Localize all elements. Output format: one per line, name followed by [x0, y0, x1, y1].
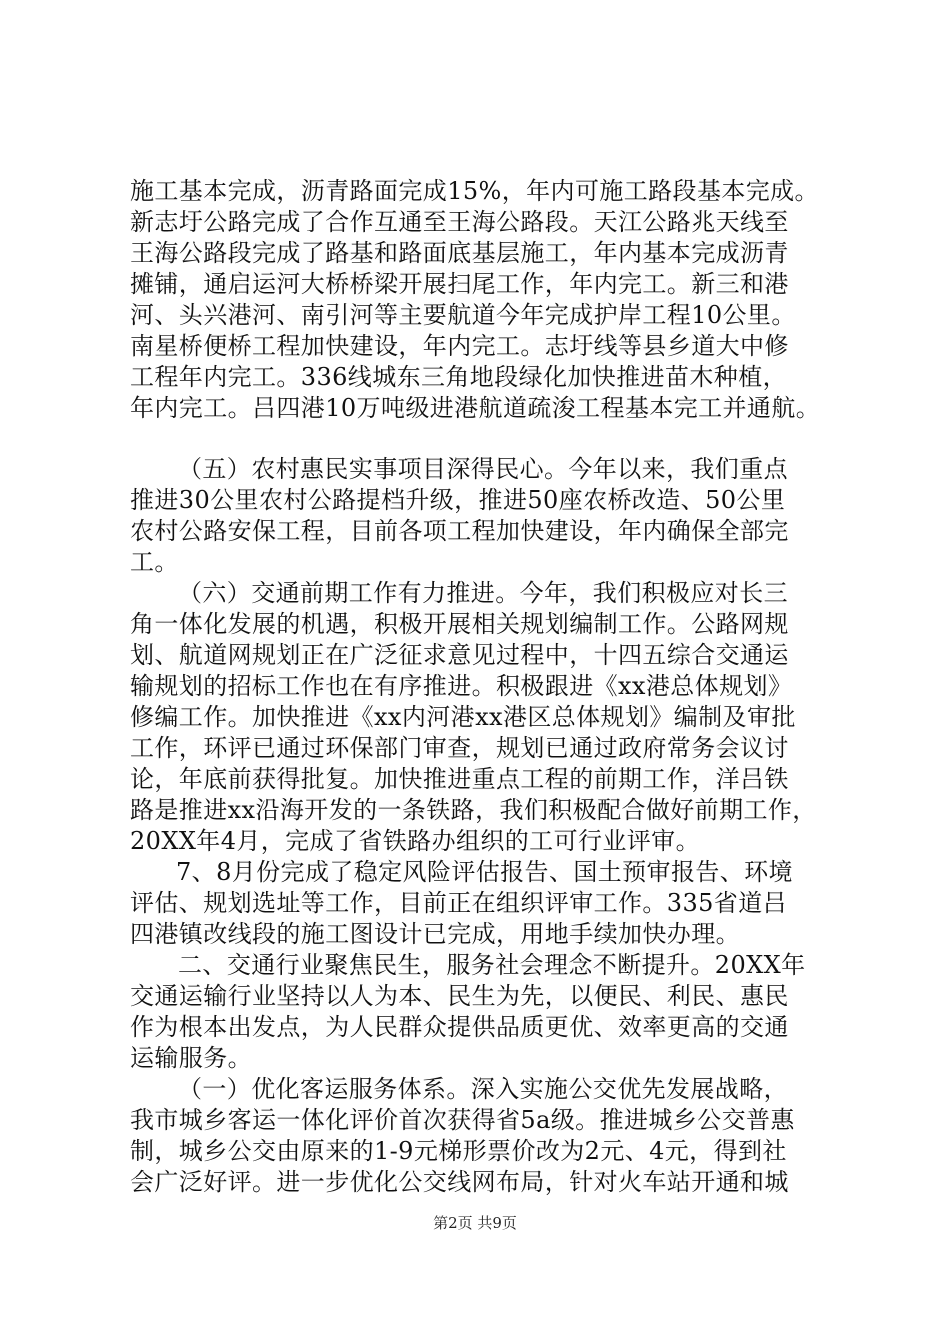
- text-line: 工作，环评已通过环保部门审查，规划已通过政府常务会议讨: [130, 734, 789, 762]
- text-line: 会广泛好评。进一步优化公交线网布局，针对火车站开通和城: [130, 1168, 789, 1196]
- text-line: 四港镇改线段的施工图设计已完成，用地手续加快办理。: [130, 920, 740, 948]
- text-line: 王海公路段完成了路基和路面底基层施工，年内基本完成沥青: [130, 239, 789, 267]
- text-line: 推进30公里农村公路提档升级，推进50座农桥改造、50公里: [130, 486, 786, 514]
- text-line: （五）农村惠民实事项目深得民心。今年以来，我们重点: [178, 455, 788, 483]
- text-line: 河、头兴港河、南引河等主要航道今年完成护岸工程10公里。: [130, 301, 796, 329]
- text-line: 划、航道网规划正在广泛征求意见过程中，十四五综合交通运: [130, 641, 789, 669]
- text-line: （一）优化客运服务体系。深入实施公交优先发展战略，: [178, 1075, 788, 1103]
- text-line: 我市城乡客运一体化评价首次获得省5a级。推进城乡公交普惠: [130, 1106, 795, 1134]
- text-line: 论，年底前获得批复。加快推进重点工程的前期工作，洋吕铁: [130, 765, 789, 793]
- text-line: 角一体化发展的机遇，积极开展相关规划编制工作。公路网规: [130, 610, 789, 638]
- text-line: 农村公路安保工程，目前各项工程加快建设，年内确保全部完: [130, 517, 789, 545]
- text-line: 南星桥便桥工程加快建设，年内完工。志圩线等县乡道大中修: [130, 332, 789, 360]
- text-line: 输规划的招标工作也在有序推进。积极跟进《xx港总体规划》: [130, 672, 793, 700]
- text-line: 年内完工。吕四港10万吨级进港航道疏浚工程基本完工并通航。: [130, 394, 821, 422]
- text-line: 二、交通行业聚焦民生，服务社会理念不断提升。20XX年: [178, 951, 806, 979]
- text-line: 路是推进xx沿海开发的一条铁路，我们积极配合做好前期工作，: [130, 796, 817, 824]
- text-line: 20XX年4月，完成了省铁路办组织的工可行业评审。: [130, 827, 700, 855]
- paragraph-road-progress: [130, 176, 850, 424]
- text-line: 交通运输行业坚持以人为本、民生为先，以便民、利民、惠民: [130, 982, 789, 1010]
- text-line: 运输服务。: [130, 1044, 252, 1072]
- text-line: 评估、规划选址等工作，目前正在组织评审工作。335省道吕: [130, 889, 788, 917]
- text-line: 施工基本完成，沥青路面完成15%，年内可施工路段基本完成。: [130, 177, 819, 205]
- paragraph-sections: [130, 454, 850, 1198]
- text-line: 摊铺，通启运河大桥桥梁开展扫尾工作，年内完工。新三和港: [130, 270, 789, 298]
- text-line: 制，城乡公交由原来的1-9元梯形票价改为2元、4元，得到社: [130, 1137, 787, 1165]
- text-line: 作为根本出发点，为人民群众提供品质更优、效率更高的交通: [130, 1013, 789, 1041]
- page-footer: 第2页 共9页: [433, 1214, 517, 1232]
- text-line: 修编工作。加快推进《xx内河港xx港区总体规划》编制及审批: [130, 703, 796, 731]
- text-line: 工程年内完工。336线城东三角地段绿化加快推进苗木种植，: [130, 363, 788, 391]
- text-line: （六）交通前期工作有力推进。今年，我们积极应对长三: [178, 579, 788, 607]
- text-line: 新志圩公路完成了合作互通至王海公路段。天江公路兆天线至: [130, 208, 789, 236]
- text-line: 7、8月份完成了稳定风险评估报告、国土预审报告、环境: [176, 858, 793, 886]
- text-line: 工。: [130, 548, 179, 576]
